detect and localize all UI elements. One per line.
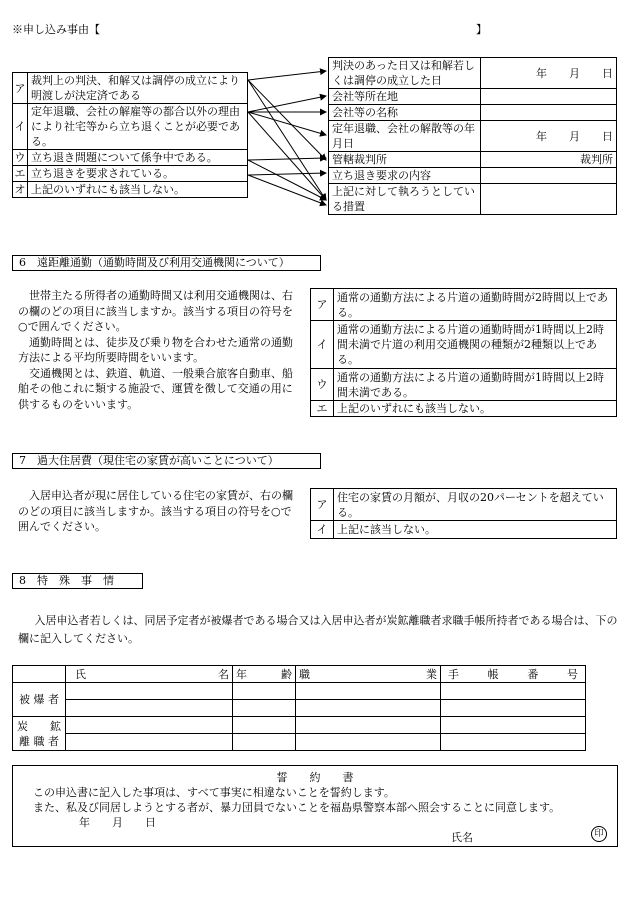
reason-text: 裁判上の判決、和解又は調停の成立により明渡しが決定済である xyxy=(28,73,248,104)
option-text: 上記に該当しない。 xyxy=(334,521,617,539)
reason-text: 立ち退きを要求されている。 xyxy=(28,166,248,182)
detail-label: 立ち退き要求の内容 xyxy=(329,168,481,184)
row-label-hibakusha: 被 爆 者 xyxy=(13,683,66,717)
section-7-para: 入居申込者が現に居住している住宅の家賃が、右の欄のどの項目に該当しますか。該当する項目の符号を○で囲んでください。 xyxy=(18,489,293,533)
option-text: 通常の通勤方法による片道の通勤時間が1時間以上2時間未満である。 xyxy=(334,369,617,401)
detail-label: 判決のあった日又は和解若しくは調停の成立した日 xyxy=(329,58,481,89)
section-6-options xyxy=(310,288,617,417)
cell-input[interactable] xyxy=(296,683,441,700)
reason-mark[interactable]: ア xyxy=(13,73,28,104)
section-6-para: 交通機関とは、鉄道、軌道、一般乗合旅客自動車、船舶その他これに類する施設で、運賃を徴して交通の用に供するものをいいます。 xyxy=(18,366,293,411)
cell-input[interactable] xyxy=(296,717,441,734)
arrow-line xyxy=(248,112,326,135)
pledge-title: 誓 約 書 xyxy=(276,771,354,784)
section-8-para: 入居申込者若しくは、同居予定者が被爆者である場合又は入居申込者が炭鉱離職者求職手帳所持者である場合は、下の欄に記入してください。 xyxy=(18,614,618,645)
seal-icon[interactable]: 印 xyxy=(591,826,607,842)
reason-mark[interactable]: イ xyxy=(13,104,28,150)
cell-input[interactable] xyxy=(66,700,233,717)
pledge-date: 年 月 日 xyxy=(79,816,156,829)
cell-input[interactable] xyxy=(441,717,586,734)
cell-input[interactable] xyxy=(233,717,296,734)
cell-input[interactable] xyxy=(296,734,441,751)
detail-label: 会社等所在地 xyxy=(329,89,481,105)
pledge-line: この申込書に記入した事項は、すべて事実に相違ないことを誓約します。 xyxy=(33,786,395,799)
col-header-name: 氏 名 xyxy=(66,666,233,683)
cell-input[interactable] xyxy=(66,683,233,700)
cell-input[interactable] xyxy=(233,700,296,717)
section-7-options xyxy=(310,488,617,539)
section-6-text xyxy=(18,288,301,412)
option-mark[interactable]: ウ xyxy=(311,369,334,401)
detail-label: 管轄裁判所 xyxy=(329,152,481,168)
reason-text: 定年退職、会社の解雇等の都合以外の理由により社宅等から立ち退くことが必要である。 xyxy=(28,104,248,150)
section-7-header: 7 過大住居費（現住宅の家賃が高いことについて） xyxy=(12,453,321,469)
col-header-age: 年 齢 xyxy=(233,666,296,683)
option-mark[interactable]: ア xyxy=(311,489,334,521)
option-text: 住宅の家賃の月額が、月収の20パーセントを超えている。 xyxy=(334,489,617,521)
col-header-notebook: 手 帳 番 号 xyxy=(441,666,586,683)
cell-input[interactable] xyxy=(441,683,586,700)
detail-value-field[interactable]: 年 月 日 xyxy=(481,121,617,152)
option-mark[interactable]: イ xyxy=(311,321,334,369)
cell-input[interactable] xyxy=(66,717,233,734)
cell-input[interactable] xyxy=(296,700,441,717)
pledge-box xyxy=(12,765,618,847)
cell-input[interactable] xyxy=(441,734,586,751)
reason-label: ※申し込み事由【 xyxy=(12,23,100,36)
detail-label: 会社等の名称 xyxy=(329,105,481,121)
section-6-header: 6 遠距離通勤（通勤時間及び利用交通機関について） xyxy=(12,255,321,271)
special-table xyxy=(12,665,586,751)
pledge-name-label: 氏名 xyxy=(451,831,473,844)
detail-value-field[interactable]: 年 月 日 xyxy=(481,58,617,89)
pledge-line: また、私及び同居しようとする者が、暴力団員でないことを福島県警察本部へ照会することに同意します。 xyxy=(33,801,561,814)
reason-close-bracket: 】 xyxy=(476,23,487,36)
row-label-coal: 炭 鉱 離 職 者 xyxy=(13,717,66,751)
arrow-line xyxy=(248,158,326,160)
cell-input[interactable] xyxy=(441,700,586,717)
section-8-header: 8 特 殊 事 情 xyxy=(12,573,143,589)
reason-text: 上記のいずれにも該当しない。 xyxy=(28,182,248,198)
cell-input[interactable] xyxy=(233,734,296,751)
arrow-line xyxy=(248,80,326,160)
option-mark[interactable]: エ xyxy=(311,401,334,417)
option-mark[interactable]: ア xyxy=(311,289,334,321)
option-text: 上記のいずれにも該当しない。 xyxy=(334,401,617,417)
detail-label: 上記に対して執ろうとしている措置 xyxy=(329,184,481,215)
option-text: 通常の通勤方法による片道の通勤時間が1時間以上2時間未満で片道の利用交通機関の種類が2種類以上である。 xyxy=(334,321,617,369)
detail-label: 定年退職、会社の解散等の年月日 xyxy=(329,121,481,152)
cell-input[interactable] xyxy=(66,734,233,751)
reason-mark[interactable]: エ xyxy=(14,167,26,180)
arrow-line xyxy=(248,173,326,175)
detail-value-field[interactable]: 裁判所 xyxy=(481,152,617,168)
option-mark[interactable]: イ xyxy=(311,521,334,539)
section-6-para: 世帯主たる所得者の通勤時間又は利用交通機関は、右の欄のどの項目に該当しますか。該当する項目の符号を○で囲んでください。 xyxy=(18,289,293,333)
arrow-line xyxy=(248,112,326,200)
option-text: 通常の通勤方法による片道の通勤時間が2時間以上である。 xyxy=(334,289,617,321)
arrow-line xyxy=(248,71,326,80)
reason-mark[interactable]: オ xyxy=(14,183,26,196)
reason-text: 立ち退き問題について係争中である。 xyxy=(28,150,248,166)
section-6-para: 通勤時間とは、徒歩及び乗り物を合わせた通常の通勤方法による平均所要時間をいいます。 xyxy=(18,335,293,364)
reason-mark[interactable]: ウ xyxy=(14,151,26,164)
cell-input[interactable] xyxy=(233,683,296,700)
special-corner xyxy=(13,666,66,683)
col-header-job: 職 業 xyxy=(296,666,441,683)
